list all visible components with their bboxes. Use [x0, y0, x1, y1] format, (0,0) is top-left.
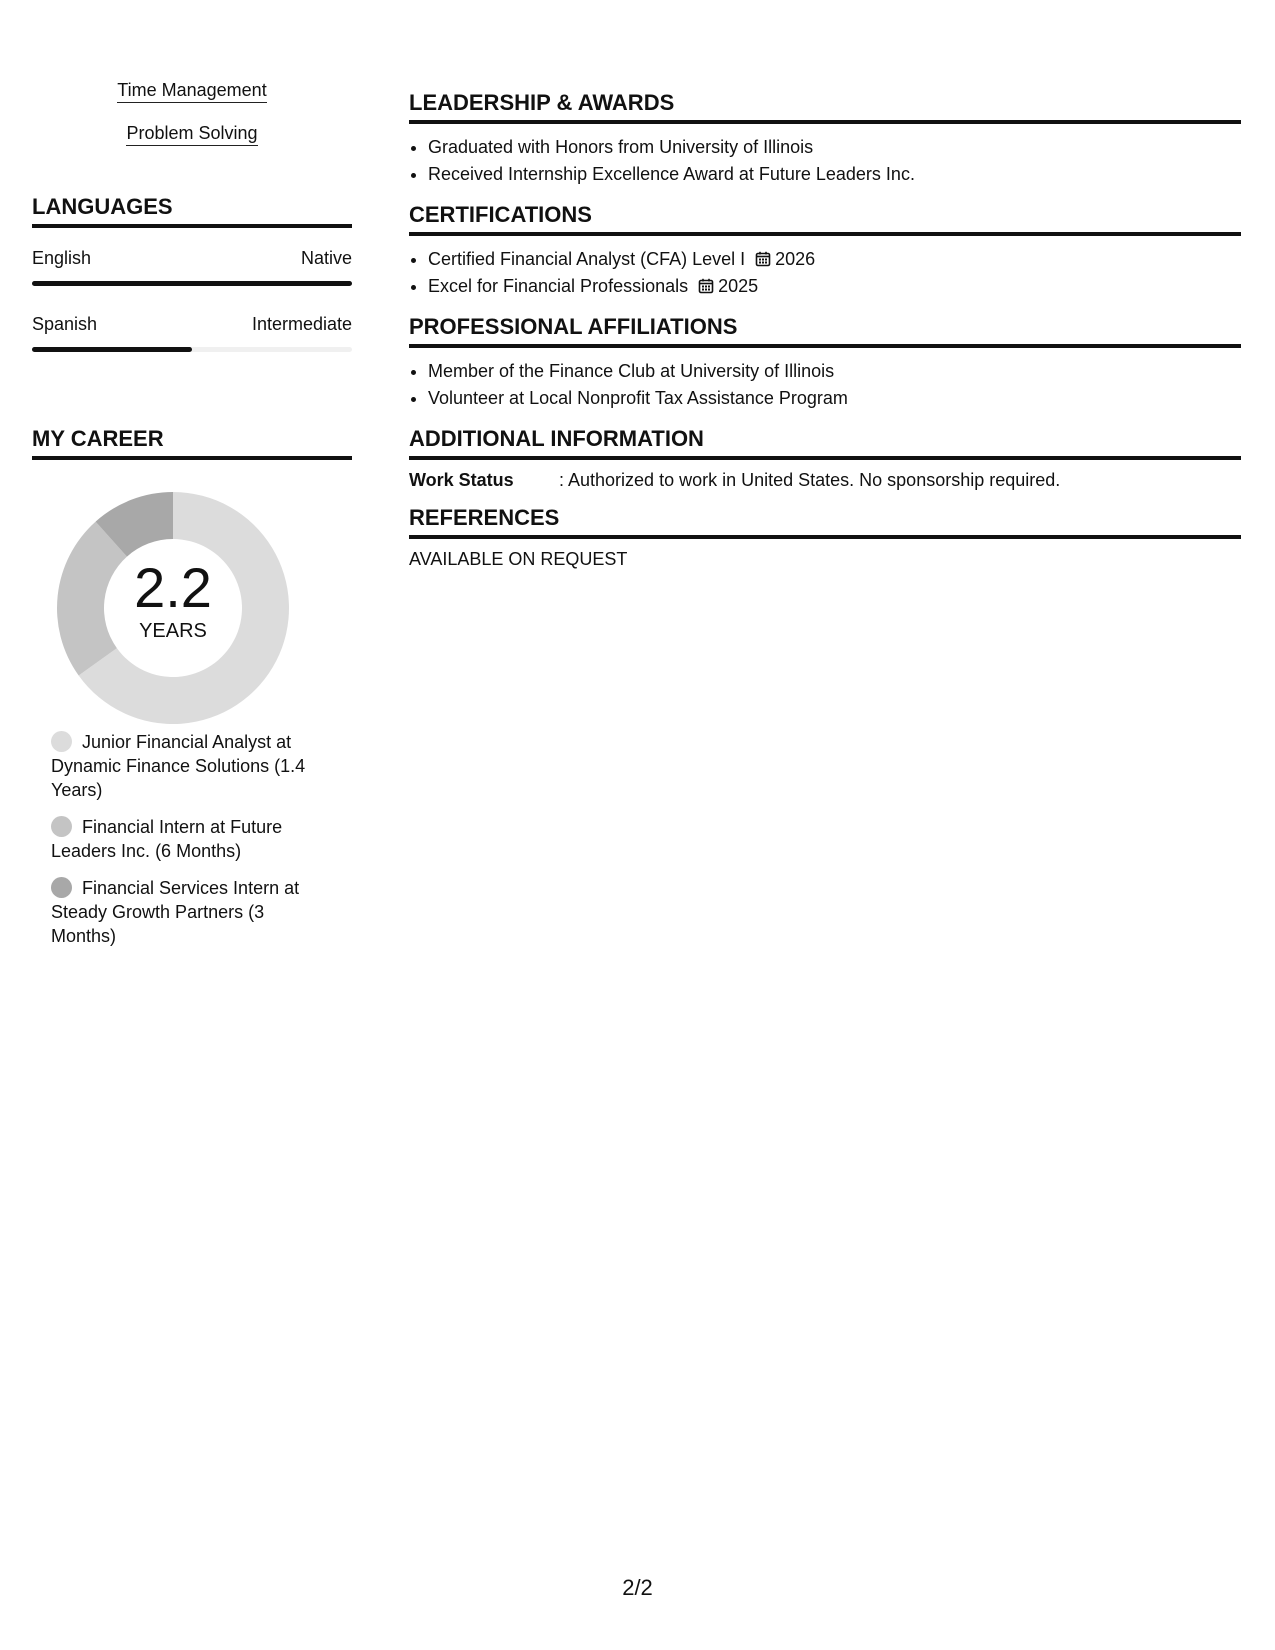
language-item	[32, 248, 352, 286]
career-donut-chart	[32, 460, 352, 730]
certification-item	[428, 246, 1241, 273]
affiliation-item: • Volunteer at Local Nonprofit Tax Assistance Program	[428, 385, 1241, 412]
legend-dot-icon	[51, 731, 72, 752]
skill-label: Problem Solving	[126, 123, 257, 146]
legend-label: Financial Services Intern at Steady Growth Partners (3 Months)	[51, 878, 300, 946]
language-level: Intermediate	[251, 314, 352, 334]
certification-item	[428, 273, 1241, 300]
page-number: 2/2	[622, 1575, 653, 1600]
legend-label: Financial Intern at Future Leaders Inc. (6 Months)	[51, 817, 283, 861]
languages-heading: LANGUAGES	[32, 194, 352, 228]
right-column	[409, 90, 1241, 584]
career-legend-item	[32, 730, 333, 802]
career-legend	[32, 730, 352, 948]
skill-item	[32, 123, 352, 146]
certification-year: 2025	[718, 276, 759, 296]
skill-item	[32, 80, 352, 103]
leadership-item: • Graduated with Honors from University of Illinois	[428, 134, 1241, 161]
work-status-value: : Authorized to work in United States. No sponsorship required.	[559, 470, 1061, 490]
references-section	[409, 505, 1241, 570]
language-name: English	[32, 248, 92, 268]
certification-name: Excel for Financial Professionals	[428, 276, 689, 296]
certification-name: Certified Financial Analyst (CFA) Level I	[428, 249, 746, 269]
language-item	[32, 314, 352, 352]
leadership-heading: LEADERSHIP & AWARDS	[409, 90, 1241, 124]
references-heading: REFERENCES	[409, 505, 1241, 539]
skill-label: Time Management	[117, 80, 266, 103]
legend-label: Junior Financial Analyst at Dynamic Finance Solutions (1.4 Years)	[51, 732, 306, 800]
calendar-icon	[755, 251, 771, 267]
left-column	[32, 80, 352, 961]
legend-dot-icon	[51, 877, 72, 898]
additional-section	[409, 426, 1241, 491]
language-name: Spanish	[32, 314, 98, 334]
affiliations-section	[409, 314, 1241, 412]
work-status-label: Work Status	[409, 470, 514, 490]
certifications-section	[409, 202, 1241, 300]
language-bar	[32, 347, 352, 352]
affiliations-heading: PROFESSIONAL AFFILIATIONS	[409, 314, 1241, 348]
career-legend-item	[32, 815, 333, 863]
references-text: AVAILABLE ON REQUEST	[409, 549, 628, 569]
legend-dot-icon	[51, 816, 72, 837]
career-legend-item	[32, 876, 333, 948]
affiliation-item: • Member of the Finance Club at University of Illinois	[428, 358, 1241, 385]
language-level: Native	[300, 248, 352, 268]
certification-year: 2026	[775, 249, 816, 269]
language-bar	[32, 281, 352, 286]
calendar-icon	[698, 278, 714, 294]
career-heading: MY CAREER	[32, 426, 352, 460]
career-years-unit: YEARS	[139, 620, 207, 642]
career-total-years: 2.2	[134, 556, 212, 619]
additional-heading: ADDITIONAL INFORMATION	[409, 426, 1241, 460]
leadership-item: • Received Internship Excellence Award at Future Leaders Inc.	[428, 161, 1241, 188]
language-bar-fill	[32, 281, 352, 286]
language-bar-fill	[32, 347, 192, 352]
certifications-heading: CERTIFICATIONS	[409, 202, 1241, 236]
work-status-row	[409, 470, 1241, 491]
leadership-section	[409, 90, 1241, 188]
